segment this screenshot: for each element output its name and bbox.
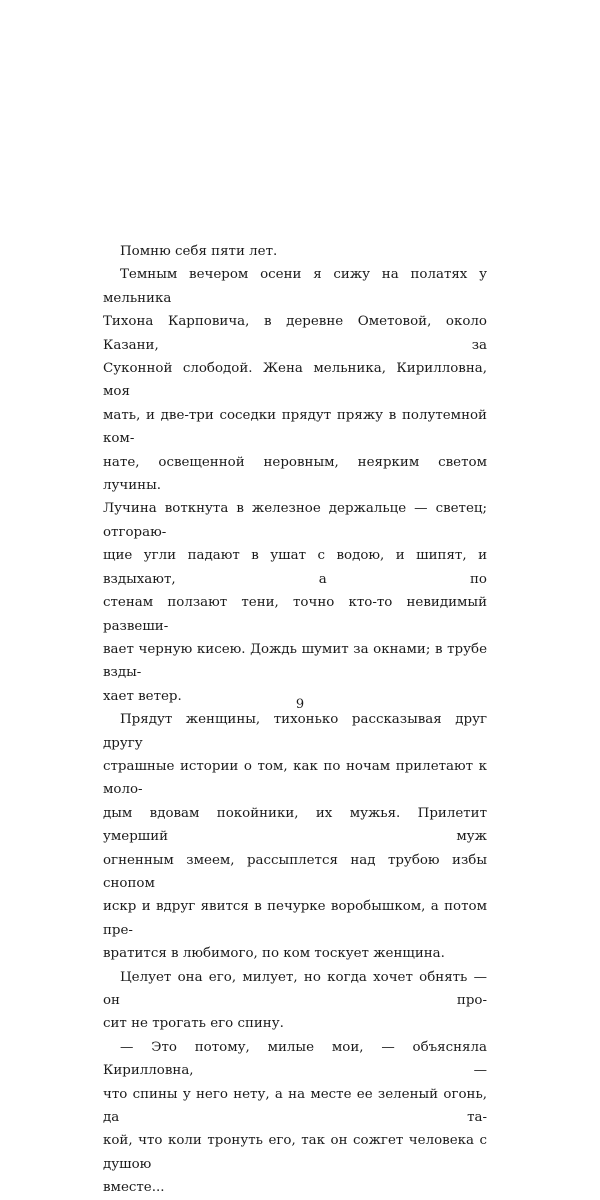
text-line: вместе... (103, 1180, 165, 1196)
text-line: вает черную кисею. Дождь шумит за окнами; в трубе взды- (103, 641, 487, 681)
text-line: сит не трогать его спину. (103, 1016, 284, 1032)
text-line: Целует она его, милует, но когда хочет обнять — он про- (103, 969, 487, 1008)
text-line: хает ветер. (103, 688, 182, 704)
paragraph (103, 240, 487, 263)
text-block (103, 240, 487, 1200)
page-number: 9 (295, 697, 305, 712)
text-line: вратится в любимого, по ком тоскует женщина. (103, 946, 445, 962)
text-line: страшные истории о том, как по ночам прилетают к моло- (103, 758, 487, 798)
paragraph (103, 1036, 487, 1200)
text-line: Помню себя пяти лет. (120, 244, 278, 259)
paragraph (103, 263, 487, 708)
text-line: Тихона Карповича, в деревне Ометовой, около Казани, за (103, 314, 487, 353)
text-line: щие угли падают в ушат с водою, и шипят, и вздыхают, а по (103, 548, 487, 587)
text-line: дым вдовам покойники, их мужья. Прилетит умерший муж (103, 805, 487, 845)
paragraph (103, 708, 487, 965)
text-line: огненным змеем, рассыплется над трубою избы снопом (103, 852, 487, 891)
text-line: Прядут женщины, тихонько рассказывая друг другу (103, 712, 487, 751)
text-line: искр и вдруг явится в печурке воробышком, а потом пре- (103, 899, 487, 938)
text-line: Лучина воткнута в железное держальце — светец; отгораю- (103, 501, 487, 540)
text-line: — Это потому, милые мои, — объясняла Кирилловна, — (103, 1039, 487, 1079)
text-line: нате, освещенной неровным, неярким светом лучины. (103, 454, 487, 494)
text-line: мать, и две-три соседки прядут пряжу в полутемной ком- (103, 407, 487, 447)
text-line: Суконной слободой. Жена мельника, Кирилловна, моя (103, 361, 487, 400)
paragraph (103, 966, 487, 1036)
text-line: кой, что коли тронуть его, так он сожгет человека с душою (103, 1133, 487, 1172)
text-line: Темным вечером осени я сижу на полатях у мельника (103, 267, 487, 306)
text-line: стенам ползают тени, точно кто-то невидимый развеши- (103, 595, 487, 634)
text-line: что спины у него нету, а на месте ее зеленый огонь, да та- (103, 1086, 487, 1126)
